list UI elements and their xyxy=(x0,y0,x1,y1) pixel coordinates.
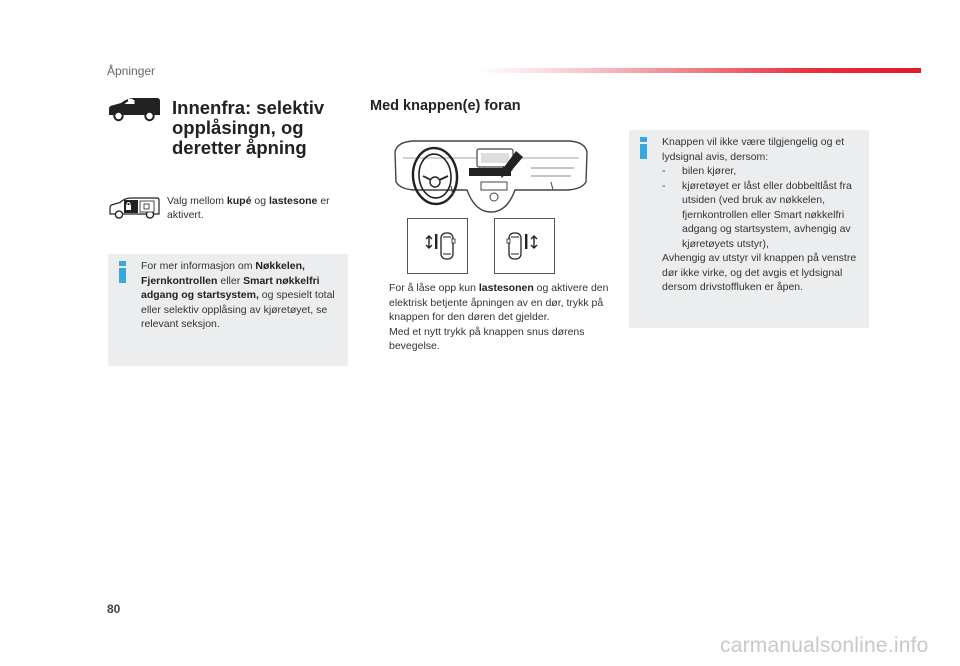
van-icon xyxy=(106,96,162,122)
instruction-item: Med et nytt trykk på knappen snus dørens bevegelse. xyxy=(389,325,585,352)
info-intro: Knappen vil ikke være tilgjengelig og et lydsignal avis, dersom: xyxy=(662,136,845,163)
info-box-more-info xyxy=(108,254,348,366)
info-box-availability xyxy=(629,130,869,328)
instruction-list xyxy=(369,281,609,354)
info-icon xyxy=(639,137,648,159)
condition-item: - bilen kjører, xyxy=(662,165,737,177)
section-subtitle: Med knappen(e) foran xyxy=(370,98,521,114)
info-text xyxy=(662,135,864,295)
header-rule xyxy=(480,68,921,73)
section-label: Åpninger xyxy=(107,64,156,78)
selector-text: Valg mellom kupé og lastesone er aktivert. xyxy=(167,195,330,221)
left-door-button xyxy=(407,218,468,274)
main-title: Innenfra: selektiv opplåsingn, og deretter åpning xyxy=(172,97,325,158)
info-icon xyxy=(118,261,127,283)
right-door-button xyxy=(494,218,555,274)
sliding-door-left-icon xyxy=(408,219,467,273)
page-number: 80 xyxy=(107,602,121,616)
sliding-door-right-icon xyxy=(495,219,554,273)
instruction-item: For å låse opp kun lastesonen og aktivere den elektrisk betjente åpningen av en dør, trykk på knappen for den døren det gjelder. xyxy=(389,282,609,323)
watermark: carmanualsonline.info xyxy=(720,634,929,657)
dashboard-illustration xyxy=(391,138,591,216)
info-outro: Avhengig av utstyr vil knappen på venstre dør ikke virke, og det avgis et lydsignal dersom drivstoffluken er åpen. xyxy=(662,252,857,293)
van-cabin-cargo-icon xyxy=(108,196,161,220)
condition-item: - kjøretøyet er låst eller dobbeltlåst fra utsiden (ved bruk av nøkkelen, fjernkontrollen eller Smart nøkkelfri adgang og startsystem, avhengig av kjøretøyets utstyr), xyxy=(662,179,852,250)
info-text: For mer informasjon om Nøkkelen, Fjernkontrollen eller Smart nøkkelfri adgang og startsystem, og spesielt total eller selektiv opplåsing av kjøretøyet, se relevant seksjon. xyxy=(141,260,335,330)
